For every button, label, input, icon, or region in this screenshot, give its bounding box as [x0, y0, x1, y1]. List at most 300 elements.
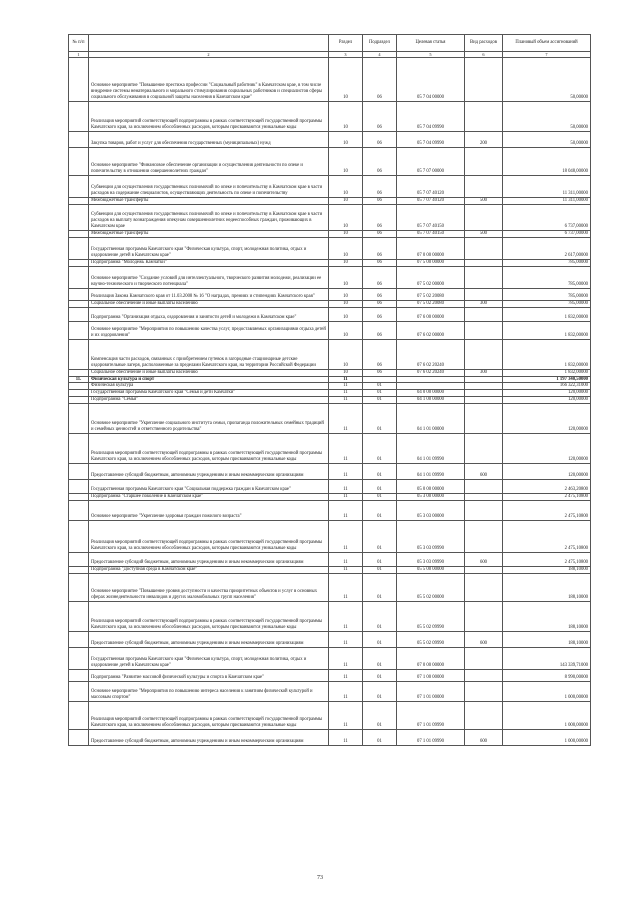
row-amount: 143 339,71000: [503, 647, 591, 669]
table-row: [69, 464, 591, 480]
table-row: [69, 729, 591, 745]
row-name: Основное мероприятие "Мероприятия по повышению интереса населения к занятиям физической культурой и массовым спортом": [89, 681, 329, 701]
row-amount: 2 617,00000: [503, 237, 591, 259]
table-row: [69, 397, 591, 404]
row-number: [69, 132, 89, 148]
row-amount: 50,00000: [503, 132, 591, 148]
row-expense-type: [465, 383, 503, 390]
row-subsection: 06: [363, 307, 397, 321]
row-subsection: 01: [363, 494, 397, 501]
row-amount: 120,00000: [503, 404, 591, 434]
row-number: [69, 631, 89, 647]
row-section: 11: [329, 501, 363, 521]
row-name: Подпрограмма "Доступная среда в Камчатском крае": [89, 567, 329, 574]
row-target-article: 05 7 04 00000: [397, 58, 465, 102]
row-expense-type: [465, 669, 503, 681]
row-name: Основное мероприятие "Повышение престижа профессии "Социальный работник" в Камчатском крае, в том числе внедрение системы нематериального и морального стимулирования социальных работников и специалистов сферы социального обслуживания в социальной защиты населения в Камчатском крае": [89, 58, 329, 102]
row-amount: 120,00000: [503, 464, 591, 480]
table-row: [69, 176, 591, 198]
row-target-article: 07 6 00 00000: [397, 307, 465, 321]
row-number: [69, 339, 89, 369]
row-target-article: 05 5 02 09990: [397, 631, 465, 647]
row-number: [69, 494, 89, 501]
row-target-article: 04 1 01 00000: [397, 404, 465, 434]
row-subsection: 06: [363, 204, 397, 230]
row-section: 11: [329, 376, 363, 383]
row-expense-type: 600: [465, 553, 503, 567]
row-section: 10: [329, 300, 363, 307]
table-row: [69, 631, 591, 647]
row-section: 11: [329, 729, 363, 745]
row-amount: 1 000,00000: [503, 701, 591, 729]
row-number: [69, 397, 89, 404]
row-section: 11: [329, 404, 363, 434]
row-number: [69, 729, 89, 745]
row-target-article: 07 5 02 00000: [397, 266, 465, 288]
row-number: [69, 300, 89, 307]
row-number: [69, 480, 89, 494]
row-section: 10: [329, 102, 363, 132]
row-subsection: 06: [363, 148, 397, 176]
row-subsection: 01: [363, 397, 397, 404]
row-target-article: 05 7 07 40120: [397, 198, 465, 205]
row-name: Основное мероприятие "Финансовое обеспечение организации и осуществления деятельности по опеке и попечительству в отношении совершеннолетних граждан": [89, 148, 329, 176]
row-subsection: 01: [363, 631, 397, 647]
table-row: [69, 259, 591, 266]
row-expense-type: 600: [465, 729, 503, 745]
row-amount: 2 475,10800: [503, 494, 591, 501]
row-name: Компенсация части расходов, связанных с приобретением путевок в загородные стационарные детские оздоровительные лагеря, расположенные за пределами Камчатского края, на территории Российской Федерации: [89, 339, 329, 369]
row-target-article: 05 7 04 09990: [397, 132, 465, 148]
row-target-article: 05 7 07 00000: [397, 148, 465, 176]
row-section: 11: [329, 701, 363, 729]
row-amount: 6 737,00000: [503, 230, 591, 237]
row-number: [69, 390, 89, 397]
row-target-article: 07 6 02 20240: [397, 369, 465, 376]
row-name: Физическая культура: [89, 383, 329, 390]
row-expense-type: [465, 237, 503, 259]
table-row: [69, 376, 591, 383]
row-number: [69, 681, 89, 701]
row-section: 11: [329, 669, 363, 681]
row-expense-type: [465, 480, 503, 494]
row-target-article: 05 3 03 09990: [397, 521, 465, 553]
row-number: 11.: [69, 376, 89, 383]
row-expense-type: [465, 307, 503, 321]
row-expense-type: [465, 259, 503, 266]
row-amount: 166 322,31000: [503, 383, 591, 390]
row-expense-type: 300: [465, 300, 503, 307]
row-section: 11: [329, 480, 363, 494]
row-subsection: 01: [363, 681, 397, 701]
row-section: 10: [329, 307, 363, 321]
row-expense-type: [465, 567, 503, 574]
row-section: 10: [329, 237, 363, 259]
row-section: 11: [329, 631, 363, 647]
row-number: [69, 266, 89, 288]
row-number: [69, 198, 89, 205]
row-expense-type: 500: [465, 230, 503, 237]
row-target-article: 05 5 02 09990: [397, 601, 465, 631]
row-subsection: 01: [363, 501, 397, 521]
row-section: 11: [329, 553, 363, 567]
row-number: [69, 404, 89, 434]
row-number: [69, 701, 89, 729]
page-number: 73: [317, 875, 323, 881]
row-expense-type: 300: [465, 369, 503, 376]
row-amount: 11 311,00000: [503, 176, 591, 198]
row-subsection: 06: [363, 288, 397, 300]
row-amount: 6 737,00000: [503, 204, 591, 230]
row-expense-type: [465, 434, 503, 464]
row-amount: 120,00000: [503, 390, 591, 397]
row-amount: 1 000,00000: [503, 729, 591, 745]
row-amount: 120,00000: [503, 397, 591, 404]
row-target-article: 07 1 01 09990: [397, 701, 465, 729]
row-amount: 188,10000: [503, 631, 591, 647]
row-expense-type: [465, 701, 503, 729]
row-section: 10: [329, 148, 363, 176]
row-number: [69, 573, 89, 601]
row-subsection: 06: [363, 300, 397, 307]
row-name: Подпрограмма "Развитие массовой физической культуры и спорта в Камчатском крае": [89, 669, 329, 681]
table-row: [69, 339, 591, 369]
row-target-article: 05 3 00 00000: [397, 494, 465, 501]
row-subsection: 06: [363, 321, 397, 339]
table-row: [69, 647, 591, 669]
row-target-article: 07 5 02 20080: [397, 288, 465, 300]
row-amount: 2 463,20800: [503, 480, 591, 494]
row-expense-type: [465, 601, 503, 631]
row-subsection: 01: [363, 404, 397, 434]
header-subsection: Подраздел: [363, 35, 397, 52]
row-name: Основное мероприятие "Укрепление социального института семьи, пропаганда положительных семейных традиций и семейных ценностей и ответственного родительства": [89, 404, 329, 434]
row-expense-type: [465, 376, 503, 383]
row-target-article: 04 0 00 00000: [397, 390, 465, 397]
row-expense-type: [465, 204, 503, 230]
row-subsection: 06: [363, 259, 397, 266]
row-name: Закупка товаров, работ и услуг для обеспечения государственных (муниципальных) нужд: [89, 132, 329, 148]
row-name: Основное мероприятие "Повышение уровня доступности и качества приоритетных объектов и услуг в основных сферах жизнедеятельности инвалидов и других маломобильных групп населения": [89, 573, 329, 601]
header-name: [89, 35, 329, 52]
row-name: Подпрограмма "Организация отдыха, оздоровления и занятости детей и молодежи в Камчатском крае": [89, 307, 329, 321]
table-row: [69, 573, 591, 601]
header-number: № п/п: [69, 35, 89, 52]
row-name: Реализация мероприятий соответствующей подпрограммы в рамках соответствующей государственной программы Камчатского края, за исключением обособленных расходов, которым присваиваются уникальные коды: [89, 521, 329, 553]
row-subsection: 06: [363, 102, 397, 132]
row-expense-type: [465, 573, 503, 601]
row-target-article: 04 1 00 00000: [397, 397, 465, 404]
row-section: 11: [329, 494, 363, 501]
table-row: [69, 501, 591, 521]
row-number: [69, 567, 89, 574]
row-section: 10: [329, 198, 363, 205]
row-expense-type: 600: [465, 631, 503, 647]
row-section: 11: [329, 573, 363, 601]
row-number: [69, 521, 89, 553]
row-name: Основное мероприятие "Мероприятия по повышению качества услуг, предоставляемых организациями отдыха детей и их оздоровления": [89, 321, 329, 339]
row-number: [69, 434, 89, 464]
row-name: Социальное обеспечение и иные выплаты населению: [89, 300, 329, 307]
row-section: 11: [329, 647, 363, 669]
row-amount: 11 311,00000: [503, 198, 591, 205]
header-amount: Плановый объем ассигнований: [503, 35, 591, 52]
row-expense-type: [465, 647, 503, 669]
table-row: [69, 132, 591, 148]
row-amount: 1 832,00000: [503, 307, 591, 321]
row-number: [69, 237, 89, 259]
row-name: Подпрограмма "Семья": [89, 397, 329, 404]
table-row: [69, 369, 591, 376]
row-amount: 1 197 340,50000: [503, 376, 591, 383]
row-subsection: 06: [363, 266, 397, 288]
row-section: 10: [329, 230, 363, 237]
row-section: 10: [329, 288, 363, 300]
row-amount: 8 990,00000: [503, 669, 591, 681]
row-section: 11: [329, 464, 363, 480]
row-subsection: 06: [363, 132, 397, 148]
row-amount: 50,00000: [503, 58, 591, 102]
row-name: Реализация мероприятий соответствующей подпрограммы в рамках соответствующей государственной программы Камчатского края, за исключением обособленных расходов, которым присваиваются уникальные коды: [89, 434, 329, 464]
row-number: [69, 102, 89, 132]
row-subsection: 01: [363, 434, 397, 464]
row-amount: 188,10000: [503, 601, 591, 631]
row-target-article: 05 3 03 09990: [397, 553, 465, 567]
row-amount: 1 000,00000: [503, 681, 591, 701]
table-row: [69, 434, 591, 464]
row-target-article: 07 1 00 00000: [397, 669, 465, 681]
row-target-article: 04 1 01 09990: [397, 464, 465, 480]
row-target-article: 05 7 07 40120: [397, 176, 465, 198]
row-target-article: 07 5 00 00000: [397, 259, 465, 266]
row-amount: 2 475,10800: [503, 501, 591, 521]
table-row: [69, 58, 591, 102]
table-row: [69, 148, 591, 176]
table-row: [69, 266, 591, 288]
index-cell: 7: [503, 52, 591, 58]
table-row: [69, 307, 591, 321]
row-name: Физическая культура и спорт: [89, 376, 329, 383]
row-number: [69, 204, 89, 230]
row-amount: 785,00000: [503, 300, 591, 307]
row-name: Государственная программа Камчатского края "Семья и дети Камчатки": [89, 390, 329, 397]
row-name: Государственная программа Камчатского края "Физическая культура, спорт, молодежная политика, отдых и оздоровление детей в Камчатском крае": [89, 237, 329, 259]
row-number: [69, 288, 89, 300]
row-number: [69, 669, 89, 681]
table-row: [69, 198, 591, 205]
row-subsection: 01: [363, 390, 397, 397]
table-row: [69, 102, 591, 132]
row-subsection: 06: [363, 237, 397, 259]
row-number: [69, 148, 89, 176]
row-number: [69, 58, 89, 102]
row-name: Субвенции для осуществления государственных полномочий по опеке и попечительству в Камчатском крае в части расходов на выплату вознаграждения опекунам совершеннолетних недееспособных граждан, проживающих в Камчатском крае: [89, 204, 329, 230]
table-row: [69, 383, 591, 390]
row-section: 11: [329, 521, 363, 553]
header-expense-type: Вид расходов: [465, 35, 503, 52]
row-subsection: 06: [363, 339, 397, 369]
row-name: Субвенции для осуществления государственных полномочий по опеке и попечительству в Камчатском крае в части расходов на содержание специалистов, осуществляющих деятельность по опеке и попечительству: [89, 176, 329, 198]
row-section: 11: [329, 567, 363, 574]
row-subsection: 06: [363, 58, 397, 102]
row-number: [69, 553, 89, 567]
table-row: [69, 237, 591, 259]
table-row: [69, 567, 591, 574]
row-amount: 785,00000: [503, 259, 591, 266]
index-cell: 3: [329, 52, 363, 58]
table-body: [69, 58, 591, 746]
header-section: Раздел: [329, 35, 363, 52]
row-number: [69, 321, 89, 339]
row-number: [69, 259, 89, 266]
row-amount: 188,10000: [503, 567, 591, 574]
row-number: [69, 176, 89, 198]
row-expense-type: [465, 494, 503, 501]
row-expense-type: [465, 397, 503, 404]
row-section: 11: [329, 383, 363, 390]
row-section: 11: [329, 434, 363, 464]
table-row: [69, 681, 591, 701]
row-target-article: 05 5 00 00000: [397, 567, 465, 574]
table-row: [69, 404, 591, 434]
row-expense-type: [465, 321, 503, 339]
row-target-article: 05 7 07 40150: [397, 204, 465, 230]
row-amount: 188,10000: [503, 573, 591, 601]
row-target-article: 05 3 03 00000: [397, 501, 465, 521]
row-expense-type: 200: [465, 132, 503, 148]
row-expense-type: [465, 681, 503, 701]
row-expense-type: [465, 102, 503, 132]
row-amount: 785,00000: [503, 266, 591, 288]
row-name: Реализация мероприятий соответствующей подпрограммы в рамках соответствующей государственной программы Камчатского края, за исключением обособленных расходов, которым присваиваются уникальные коды: [89, 102, 329, 132]
row-name: Основное мероприятие "Укрепление здоровья граждан пожилого возраста": [89, 501, 329, 521]
row-expense-type: [465, 288, 503, 300]
row-target-article: 07 0 00 00000: [397, 647, 465, 669]
index-cell: 4: [363, 52, 397, 58]
table-row: [69, 669, 591, 681]
row-subsection: 01: [363, 701, 397, 729]
row-target-article: 07 5 02 20080: [397, 300, 465, 307]
row-expense-type: [465, 148, 503, 176]
row-section: 10: [329, 132, 363, 148]
row-target-article: 05 0 00 00000: [397, 480, 465, 494]
row-section: 10: [329, 321, 363, 339]
row-amount: 1 832,00000: [503, 321, 591, 339]
row-section: 11: [329, 397, 363, 404]
row-name: Реализация мероприятий соответствующей подпрограммы в рамках соответствующей государственной программы Камчатского края, за исключением обособленных расходов, которым присваиваются уникальные коды: [89, 601, 329, 631]
row-target-article: 07 0 00 00000: [397, 237, 465, 259]
row-target-article: 07 1 01 09990: [397, 729, 465, 745]
row-number: [69, 601, 89, 631]
table-row: [69, 553, 591, 567]
row-section: 11: [329, 681, 363, 701]
row-subsection: 06: [363, 230, 397, 237]
index-cell: 5: [397, 52, 465, 58]
row-name: Предоставление субсидий бюджетным, автономным учреждениям и иным некоммерческим организациям: [89, 729, 329, 745]
row-subsection: 01: [363, 480, 397, 494]
row-name: Межбюджетные трансферты: [89, 230, 329, 237]
row-name: Социальное обеспечение и иные выплаты населению: [89, 369, 329, 376]
row-amount: 120,00000: [503, 434, 591, 464]
table-row: [69, 288, 591, 300]
index-cell: 6: [465, 52, 503, 58]
row-section: 11: [329, 601, 363, 631]
row-target-article: 07 6 02 00000: [397, 321, 465, 339]
row-target-article: 07 1 01 00000: [397, 681, 465, 701]
table-row: [69, 494, 591, 501]
row-subsection: 01: [363, 567, 397, 574]
row-target-article: 04 1 01 09990: [397, 434, 465, 464]
row-subsection: 06: [363, 198, 397, 205]
row-target-article: [397, 383, 465, 390]
row-target-article: 07 6 02 20240: [397, 339, 465, 369]
row-amount: 2 475,10800: [503, 553, 591, 567]
row-name: Межбюджетные трансферты: [89, 198, 329, 205]
row-subsection: 06: [363, 176, 397, 198]
row-expense-type: [465, 176, 503, 198]
row-section: 10: [329, 266, 363, 288]
row-amount: 18 048,00000: [503, 148, 591, 176]
table-row: [69, 701, 591, 729]
row-expense-type: [465, 339, 503, 369]
row-expense-type: [465, 501, 503, 521]
row-target-article: [397, 376, 465, 383]
row-section: 10: [329, 259, 363, 266]
row-section: 10: [329, 369, 363, 376]
row-name: Реализация Закона Камчатского края от 11.03.2008 № 16 "О наградах, премиях и стипендиях Камчатского края": [89, 288, 329, 300]
table-row: [69, 300, 591, 307]
row-name: Предоставление субсидий бюджетным, автономным учреждениям и иным некоммерческим организациям: [89, 553, 329, 567]
row-expense-type: 600: [465, 464, 503, 480]
row-expense-type: [465, 390, 503, 397]
row-expense-type: [465, 266, 503, 288]
row-amount: 50,00000: [503, 102, 591, 132]
table-row: [69, 390, 591, 397]
row-name: Подпрограмма "Старшее поколение в Камчатском крае": [89, 494, 329, 501]
header-target-article: Целевая статья: [397, 35, 465, 52]
row-section: 10: [329, 204, 363, 230]
table-row: [69, 204, 591, 230]
row-subsection: 01: [363, 464, 397, 480]
row-amount: 2 475,10800: [503, 521, 591, 553]
row-section: 11: [329, 390, 363, 397]
row-target-article: 05 7 04 09990: [397, 102, 465, 132]
row-subsection: 01: [363, 383, 397, 390]
budget-table: [68, 34, 591, 746]
row-name: Государственная программа Камчатского края "Социальная поддержка граждан в Камчатском крае": [89, 480, 329, 494]
table-header-row: [69, 35, 591, 52]
index-cell: 2: [89, 52, 329, 58]
row-target-article: 05 5 02 00000: [397, 573, 465, 601]
row-name: Подпрограмма "Молодежь Камчатки": [89, 259, 329, 266]
table-row: [69, 321, 591, 339]
row-expense-type: [465, 521, 503, 553]
index-cell: 1: [69, 52, 89, 58]
row-expense-type: 500: [465, 198, 503, 205]
row-section: 10: [329, 58, 363, 102]
row-target-article: 05 7 07 40150: [397, 230, 465, 237]
row-amount: 785,00000: [503, 288, 591, 300]
row-name: Предоставление субсидий бюджетным, автономным учреждениям и иным некоммерческим организациям: [89, 464, 329, 480]
row-section: 10: [329, 339, 363, 369]
row-number: [69, 464, 89, 480]
row-number: [69, 647, 89, 669]
row-expense-type: [465, 58, 503, 102]
row-subsection: 01: [363, 729, 397, 745]
row-subsection: 01: [363, 647, 397, 669]
row-amount: 1 832,00000: [503, 339, 591, 369]
row-name: Основное мероприятие "Создание условий для интеллектуального, творческого развития молодежи, реализации ее научно-технического и творческого потенциала": [89, 266, 329, 288]
